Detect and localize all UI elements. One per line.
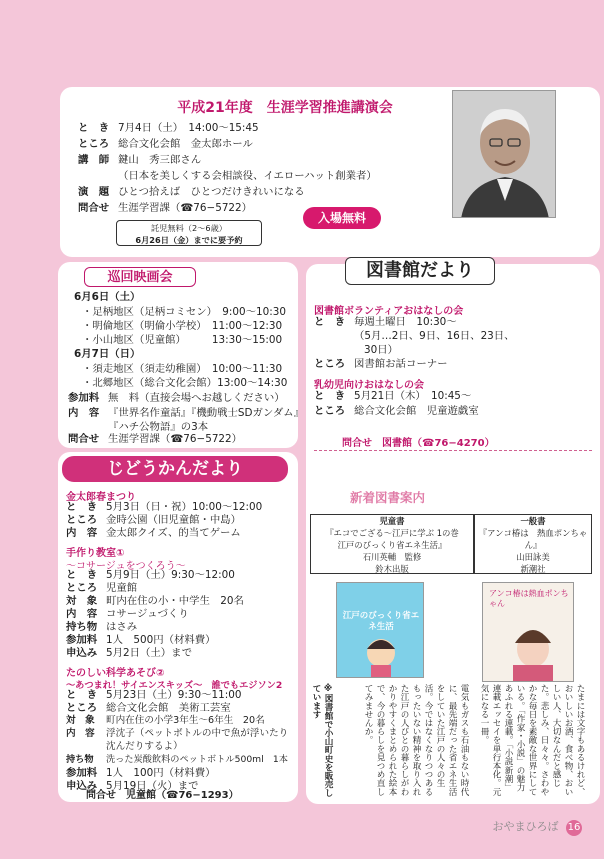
movie-title: 巡回映画会 [84, 267, 196, 287]
movie-content: 内 容 『世界名作童話』『機動戦士SDガンダム』 [68, 407, 305, 419]
kids-row: 申込み 5月2日（土）まで [66, 647, 192, 659]
movie-venue: ・足柄地区（足柄コミセン） 9:00～10:30 [82, 306, 286, 318]
kids-sec3-title: たのしい科学あそび② [66, 668, 165, 679]
kids-row: 内 容 コサージュづくり [66, 608, 189, 620]
kids-row: 持ち物 洗った炭酸飲料のペットボトル500ml 1本 [66, 754, 288, 765]
movie-venue: ・明倫地区（明倫小学校） 11:00～12:30 [82, 320, 283, 332]
kids-row: 持ち物 はさみ [66, 621, 138, 633]
lecture-row: と き 7月4日（土） 14:00～15:45 [78, 122, 259, 134]
kids-sec2-subtitle: ～コサージュをつくろう～ [66, 561, 186, 572]
kids-title: じどうかんだより [62, 456, 288, 482]
kids-contact: 問合せ 児童館（☎76−1293） [86, 790, 239, 801]
kids-sec1-title: 金太郎春まつり [66, 492, 136, 503]
library-sec2-title: 乳幼児向けおはなしの会 [314, 380, 424, 391]
movie-venue: ・須走地区（須走幼稚園） 10:00～11:30 [82, 363, 283, 375]
childcare-note: 託児無料（2～6歳） 6月26日（金）までに要予約 [116, 220, 262, 246]
kids-row: 内 容 金太郎クイズ、的当てゲーム [66, 527, 241, 539]
kids-sec2-title: 手作り教室① [66, 548, 125, 559]
movie-fee: 参加料 無 料（直接会場へお越しください） [68, 392, 285, 404]
kids-row: 沈んだりするよ） [106, 741, 183, 752]
library-contact: 問合せ 図書館（☎76−4270） [342, 438, 495, 449]
page-footer [493, 818, 583, 836]
book1-cover: 江戸のびっくり省エネ生活 [336, 582, 424, 678]
page-number: 16 [566, 820, 582, 836]
divider [314, 450, 592, 451]
movie-day2: 6月7日（日） [74, 348, 141, 360]
kids-row: 対 象 町内在住の小・中学生 20名 [66, 595, 244, 607]
kids-row: 参加料 1人 500円（材料費） [66, 634, 216, 646]
kids-row: ところ 総合文化会館 美術工芸室 [66, 702, 231, 714]
history-sale-note: ※図書館で小山町史を販売しています [311, 684, 333, 798]
movie-panel [58, 262, 305, 448]
library-sec1-title: 図書館ボランティアおはなしの会 [314, 306, 464, 317]
book1-caption: 児童書 『エコでござる～江戸に学ぶ 1の巻 江戸のびっくり省エネ生活』 石川英輔 監修 鈴木出版 [310, 514, 474, 574]
lecture-row: 問合せ 生涯学習課（☎76−5722） [78, 202, 253, 214]
kids-row: と き 5月23日（土）9:30～11:00 [66, 689, 242, 701]
kids-panel [58, 452, 298, 802]
speaker-photo [452, 90, 556, 218]
library-title: 図書館だより [345, 257, 495, 285]
library-row: 30日） [364, 344, 399, 356]
kids-row: ところ 児童館 [66, 582, 138, 594]
movie-contact: 問合せ 生涯学習課（☎76−5722） [68, 433, 243, 445]
kids-sec3-subtitle: ～あつまれ！サイエンスキッズ～ 誰でもエジソン2 [66, 680, 283, 691]
free-admission-badge: 入場無料 [303, 207, 381, 229]
kids-row: 参加料 1人 100円（材料費） [66, 767, 216, 779]
kids-row: ところ 金時公園（旧児童館・中島） [66, 514, 242, 526]
lecture-row: 講 師 鍵山 秀三郎さん [78, 154, 202, 166]
lecture-panel [60, 87, 600, 257]
library-row: ところ 総合文化会館 児童遊戯室 [314, 405, 479, 417]
kids-row: と き 5月3日（日・祝）10:00～12:00 [66, 501, 263, 513]
book2-cover: アンコ椿は熱血ポンちゃん [482, 582, 574, 682]
library-row: と き 5月21日（木） 10:45～ [314, 390, 472, 402]
kids-row: 内 容 浮沈子（ペットボトルの中で魚が浮いたり [66, 728, 289, 739]
movie-content-line2: 『ハチ公物語』の3本 [108, 421, 209, 433]
book1-description: 電気もガスも石油もない時代に、最先端だった省エネ生活をしていた江戸の人々の生活。今ではなくなりつつあるもったいない精神を取り入れた江戸の人びとの暮らしがわかりやすくまとめられた絵本で、今の暮らしを見つめ直してみませんか。 [363, 684, 469, 796]
lecture-row: 演 題 ひとつ拾えば ひとつだけきれいになる [78, 186, 305, 198]
kids-row: 申込み 5月19日（火）まで [66, 780, 199, 792]
library-row: （5月…2日、9日、16日、23日、 [354, 330, 515, 342]
movie-venue: ・小山地区（児童館） 13:30～15:00 [82, 334, 283, 346]
library-panel [306, 264, 600, 804]
book2-description: たまには文字もあるけれど、おいしいお酒、食べ物、おいしい人、大切なんだと感じた。悲しみ、日々々。さわやかな毎日を素敵な世界にしている。「作家・小説」の魅力あふれる連載。「小説新潮」連載エッセイを単行本化。元気になる一冊。 [479, 684, 585, 796]
library-row: ところ 図書館お話コーナー [314, 358, 448, 370]
new-books-title: 新着図書案内 [350, 490, 426, 505]
movie-venue: ・北郷地区（総合文化会館）13:00～14:30 [82, 377, 288, 389]
kids-row: 対 象 町内在住の小学3年生～6年生 20名 [66, 715, 265, 726]
book2-caption: 一般書 『アンコ椿は 熱血ポンちゃん』 山田詠美 新潮社 [474, 514, 592, 574]
lecture-title: 平成21年度 生涯学習推進講演会 [177, 100, 393, 116]
lecture-row: ところ 総合文化会館 金太郎ホール [78, 138, 253, 150]
lecture-row: （日本を美しくする会相談役、イエローハット創業者） [118, 170, 377, 182]
kids-row: と き 5月9日（土）9:30～12:00 [66, 569, 235, 581]
brand-logo: おやまひろば [492, 820, 559, 833]
library-row: と き 毎週土曜日 10:30～ [314, 316, 457, 328]
movie-day1: 6月6日（土） [74, 291, 141, 303]
